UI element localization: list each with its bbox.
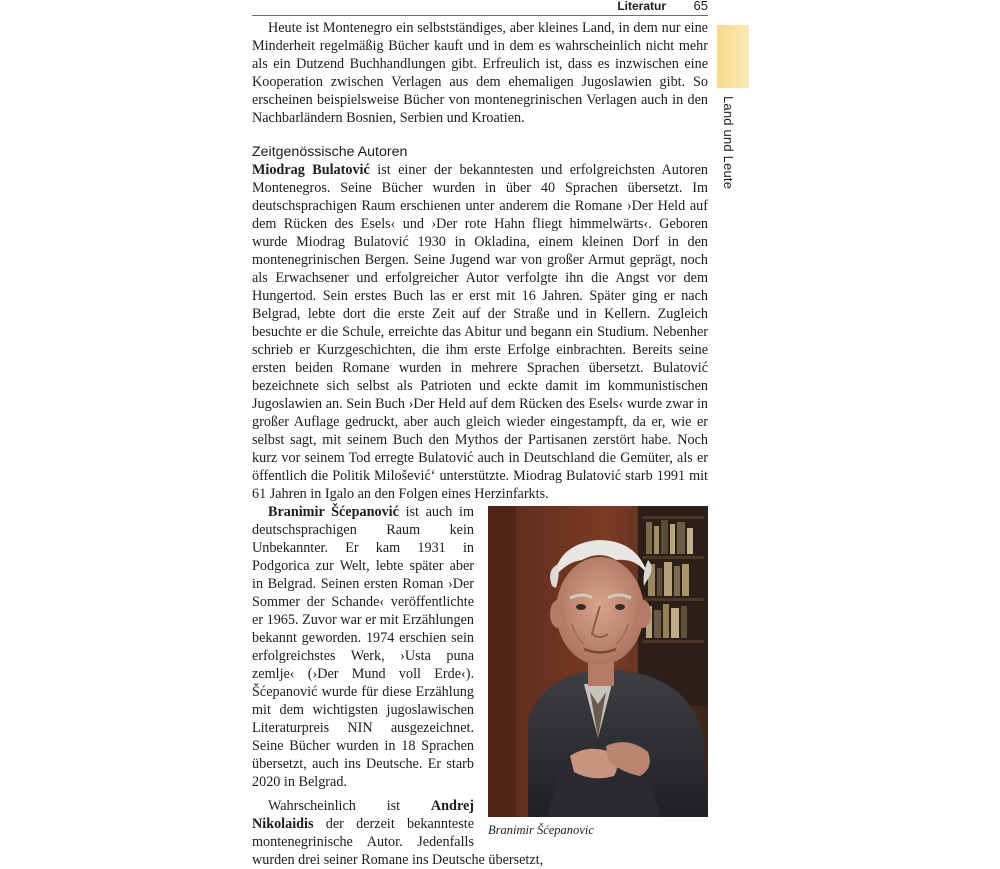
photo-caption: Branimir Šćepanovic [488, 823, 594, 837]
nikolaidis-name: Andrej Nikolaidis [252, 798, 475, 832]
section-heading: Zeitgenössische Autoren [252, 144, 408, 160]
bulatovic-paragraph [252, 161, 708, 503]
chapter-tab-marker [717, 25, 749, 88]
header-section-title: Literatur [617, 0, 666, 13]
nikolaidis-prefix: Wahrscheinlich ist [268, 798, 401, 814]
bulatovic-name: Miodrag Bulatović [252, 162, 370, 178]
chapter-side-label: Land und Leute [721, 96, 736, 190]
author-photo-figure [488, 506, 708, 837]
main-text-column [252, 19, 708, 869]
nikolaidis-text: der derzeit bekannteste montenegrinische Autor. Jedenfalls wurden drei seiner Romane ins Deutsche übersetzt, [252, 816, 544, 868]
page-header [252, 0, 708, 16]
bulatovic-text: ist einer der bekanntesten und erfolgreichsten Autoren Montenegros. Seine Bücher wurden in über 40 Sprachen übersetzt. Im deutschsprachigen Raum erschienen unter anderem die Romane ›Der Held auf dem Rücken des Esels‹ und ›Der rote Hahn fliegt himmelwärts‹. Geboren wurde Miodrag Bulatović 1930 in Okladina, einem kleinen Dorf in den montenegrinischen Bergen. Seine Jugend war von großer Armut geprägt, noch als Erwachsener und erfolgreicher Autor verfolgte ihn die Angst vor dem Hungertod. Sein erstes Buch las er erst mit 16 Jahren. Später ging er nach Belgrad, lebte dort die erste Zeit auf der Straße und in Kellern. Zugleich besuchte er die Schule, erreichte das Abitur und begann ein Studium. Nebenher schrieb er Kurzgeschichten, die ihm erste Erfolge einbrachten. Bereits seine ersten beiden Romane wurden in mehrere Sprachen übersetzt. Bulatović bezeichnete sich selbst als Patrioten und eckte damit im kommunistischen Jugoslawien an. Sein Buch ›Der Held auf dem Rücken des Esels‹ wurde zwar in großer Auflage gedruckt, aber auch gleich wieder eingestampft, da er, wie er selbst sagt, mit seinem Buch den Mythos der Partisanen zerstört habe. Noch kurz vor seinem Tod erregte Bulatović auch in Deutschland die Gemüter, als er öffentlich die Politik Miloševićʻ unterstützte. Miodrag Bulatović starb 1991 mit 61 Jahren in Igalo an den Folgen eines Herzinfarkts. [252, 162, 709, 502]
intro-paragraph: Heute ist Montenegro ein selbstständiges, aber kleines Land, in dem nur eine Minderheit regelmäßig Bücher kauft und in dem es wahrscheinlich nicht mehr als ein Dutzend Buchhandlungen gibt. Erfreulich ist, dass es inzwischen eine Kooperation zwischen Verlagen aus dem ehemaligen Jugoslawien gibt. So erscheinen beispielsweise Bücher von montenegrinischen Verlagen auch in den Nachbarländern Bosnien, Serbien und Kroatien. [252, 20, 708, 126]
page-number: 65 [693, 0, 708, 13]
scepanovic-text: ist auch im deutschsprachigen Raum kein Unbekannter. Er kam 1931 in Podgorica zur Welt, lebte später aber in Belgrad. Seinen ersten Roman ›Der Sommer der Schande‹ veröffentlichte er 1965. Zuvor war er mit Erzählungen bekannt geworden. 1974 erschien sein erfolgreichstes Werk, ›Usta puna zemlje‹ (›Der Mund voll Erde‹). Šćepanović wurde für diese Erzählung mit dem wichtigsten jugoslawischen Literaturpreis NIN ausgezeichnet. Seine Bücher wurden in 18 Sprachen übersetzt, auch ins Deutsche. Er starb 2020 in Belgrad. [252, 504, 474, 790]
author-portrait-image [488, 506, 708, 817]
scepanovic-name: Branimir Šćepanović [268, 504, 399, 520]
